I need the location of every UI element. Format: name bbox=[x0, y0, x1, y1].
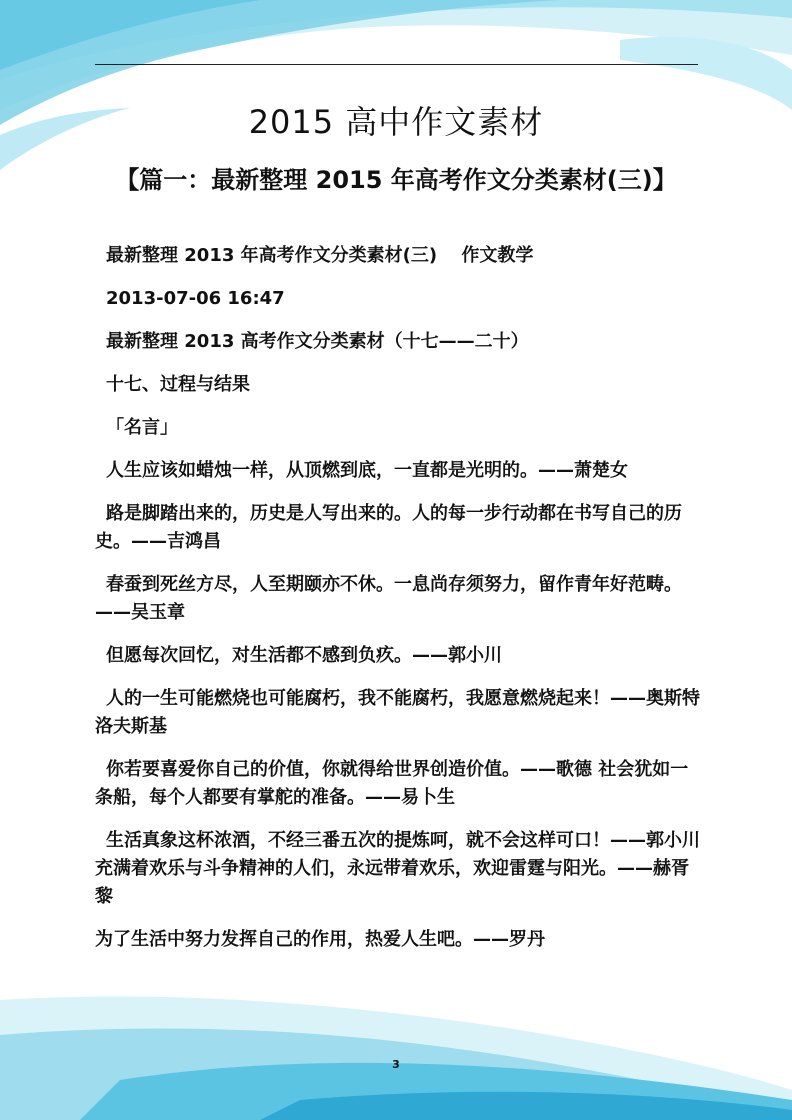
bottom-wave-decoration bbox=[0, 940, 792, 1120]
date-line: 2013-07-06 16:47 bbox=[106, 288, 285, 309]
quote-paragraph: 生活真象这杯浓酒，不经三番五次的提炼呵，就不会这样可口！——郭小川 充满着欢乐与斗争精神的人们，永远带着欢乐，欢迎雷霆与阳光。——赫胥黎 bbox=[95, 830, 700, 907]
quote-paragraph: 人的一生可能燃烧也可能腐朽，我不能腐朽，我愿意燃烧起来！——奥斯特洛夫斯基 bbox=[95, 688, 700, 737]
quote-paragraph: 你若要喜爱你自己的价值，你就得给世界创造价值。——歌德 社会犹如一条船，每个人都要有掌舵的准备。——易卜生 bbox=[95, 759, 689, 808]
header-rule bbox=[95, 64, 698, 65]
article-body bbox=[95, 242, 701, 954]
quotes-heading: 「名言」 bbox=[106, 417, 178, 438]
quote-paragraph: 路是脚踏出来的，历史是人写出来的。人的每一步行动都在书写自己的历史。——吉鸿昌 bbox=[95, 503, 682, 552]
page-number: 3 bbox=[392, 1058, 400, 1071]
top-wave-decoration bbox=[0, 0, 792, 170]
quote-paragraph: 但愿每次回忆，对生活都不感到负疚。——郭小川 bbox=[106, 645, 502, 666]
collection-line: 最新整理 2013 高考作文分类素材（十七——二十） bbox=[106, 331, 529, 352]
quote-paragraph: 人生应该如蜡烛一样，从顶燃到底，一直都是光明的。——萧楚女 bbox=[106, 460, 628, 481]
quote-paragraph: 春蚕到死丝方尽，人至期颐亦不休。一息尚存须努力，留作青年好范畴。——吴玉章 bbox=[95, 574, 682, 623]
section-heading: 十七、过程与结果 bbox=[106, 374, 250, 395]
page-title: 2015 高中作文素材 bbox=[248, 103, 544, 141]
page-subtitle: 【篇一：最新整理 2015 年高考作文分类素材(三)】 bbox=[115, 166, 677, 194]
source-line: 最新整理 2013 年高考作文分类素材(三) 作文教学 bbox=[106, 245, 534, 266]
quote-paragraph: 为了生活中努力发挥自己的作用，热爱人生吧。——罗丹 bbox=[95, 929, 545, 950]
